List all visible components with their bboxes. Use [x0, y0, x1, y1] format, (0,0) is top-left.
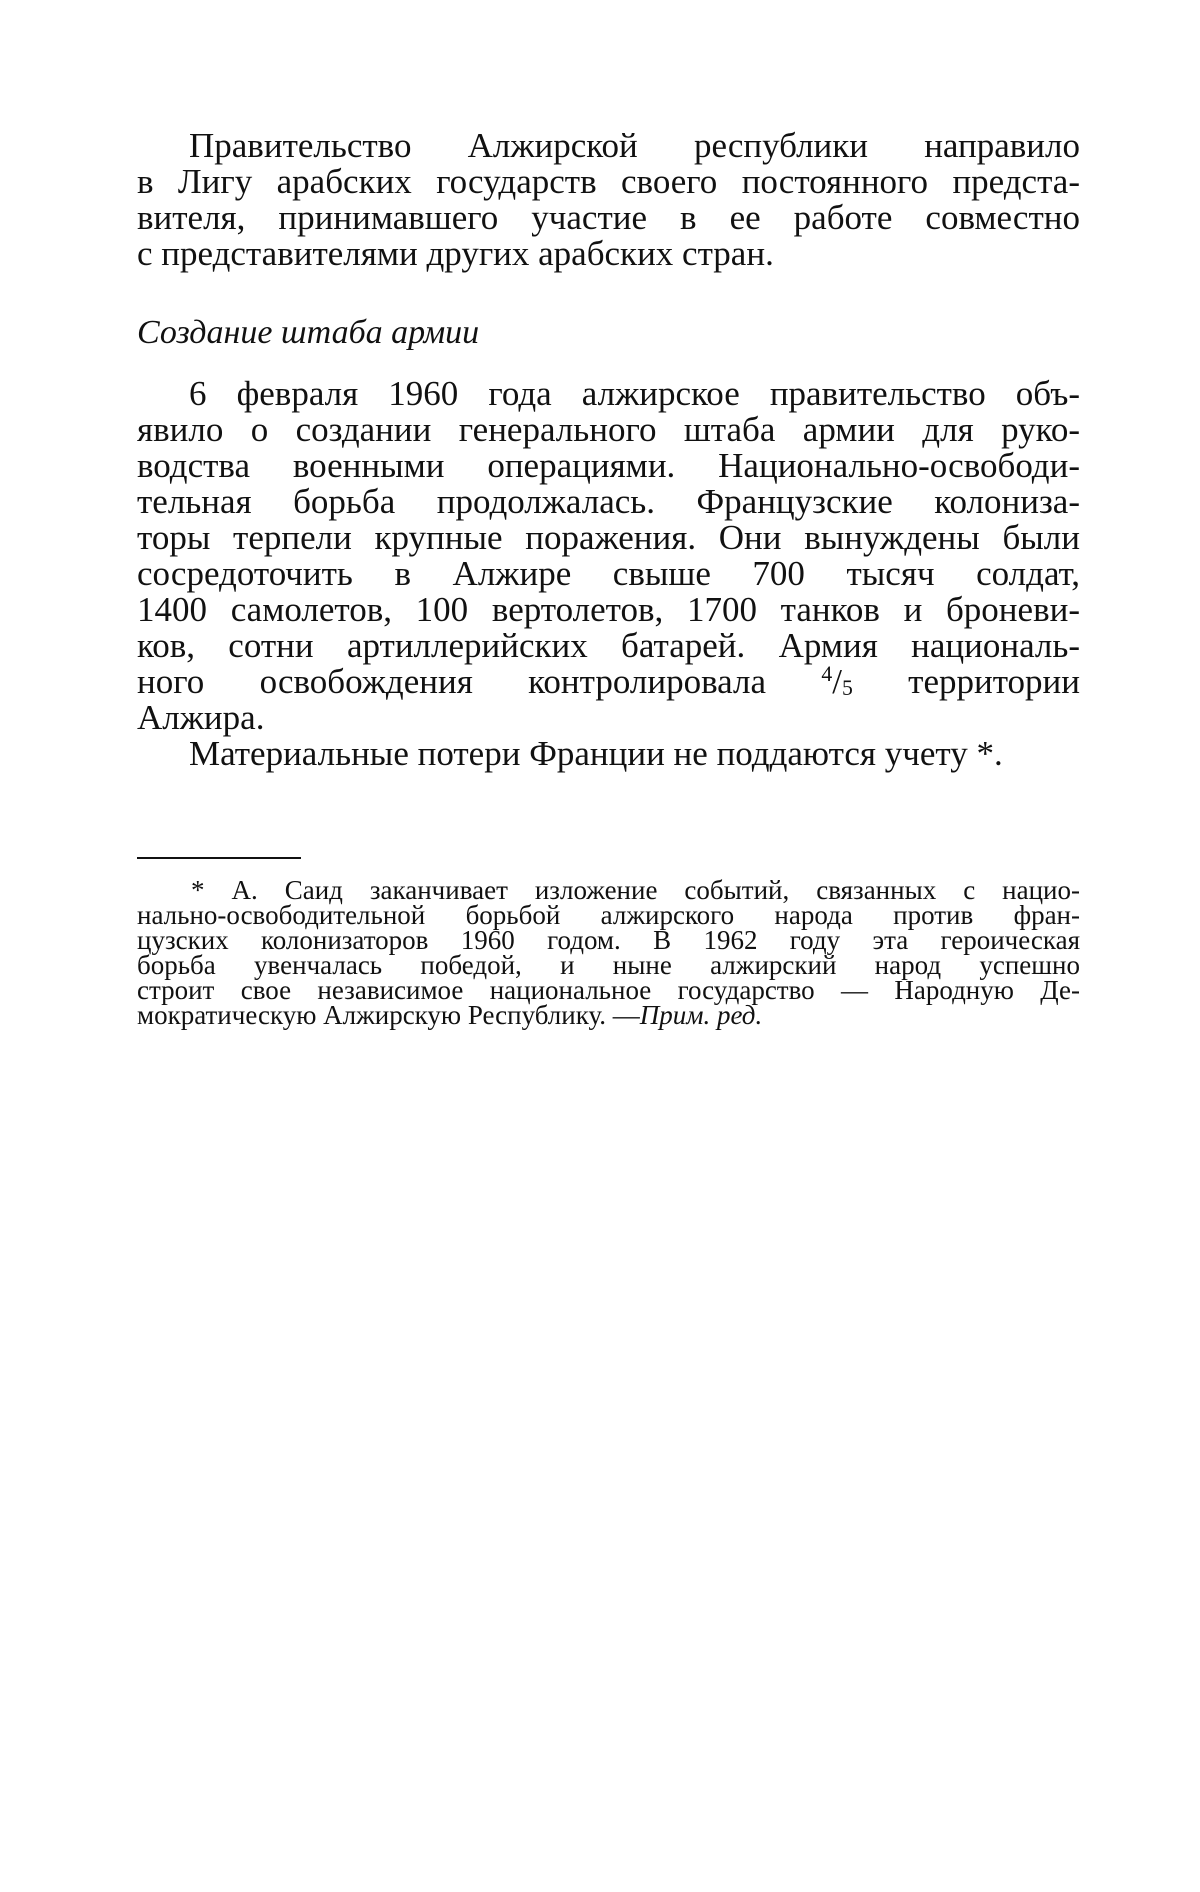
fraction-denominator: 5	[841, 676, 853, 701]
text-line: 6 февраля 1960 года алжирское правительство объ-	[189, 374, 1080, 413]
text-line-with-fraction	[137, 664, 1080, 700]
text-line: Правительство Алжирской республики направило	[189, 126, 1080, 165]
footnote-line: цузских колонизаторов 1960 годом. В 1962 году эта героическая	[137, 925, 1080, 955]
text-line: тельная борьба продолжалась. Французские колониза-	[137, 482, 1080, 521]
footnote-line: * А. Саид заканчивает изложение событий, связанных с нацио-	[191, 875, 1080, 905]
text-segment: ного освобождения контролировала	[137, 662, 766, 701]
text-line: вителя, принимавшего участие в ее работе совместно	[137, 198, 1080, 237]
footnote	[137, 875, 1080, 1030]
text-line: 1400 самолетов, 100 вертолетов, 1700 танков и броневи-	[137, 590, 1080, 629]
footnote-text: мократическую Алжирскую Республику. —	[137, 1000, 640, 1030]
text-line: торы терпели крупные поражения. Они вынуждены были	[137, 518, 1080, 557]
fraction-numerator: 4	[821, 662, 833, 687]
footnote-line	[137, 1000, 1080, 1030]
footnote-line: нально-освободительной борьбой алжирского народа против фран-	[137, 900, 1080, 930]
paragraph-government-league	[137, 128, 1080, 272]
footnote-line: строит свое независимое национальное государство — Народную Де-	[137, 975, 1080, 1005]
section-heading: Создание штаба армии	[137, 314, 480, 351]
text-line: с представителями других арабских стран.	[137, 234, 774, 273]
footnote-line: борьба увенчалась победой, и ныне алжирский народ успешно	[137, 950, 1080, 980]
text-line: сосредоточить в Алжире свыше 700 тысяч солдат,	[137, 554, 1080, 593]
text-line: Алжира.	[137, 698, 265, 737]
text-line: ков, сотни артиллерийских батарей. Армия националь-	[137, 626, 1080, 665]
text-line: в Лигу арабских государств своего постоянного предста-	[137, 162, 1080, 201]
editor-note: Прим. ред.	[639, 1000, 763, 1030]
text-segment: территории	[908, 662, 1081, 701]
footnote-separator	[137, 857, 301, 859]
paragraph-army-headquarters	[137, 376, 1080, 772]
paragraph-material-losses: Материальные потери Франции не поддаются учету *.	[189, 734, 1003, 773]
text-line: водства военными операциями. Национально-освободи-	[137, 446, 1080, 485]
text-line: явило о создании генерального штаба армии для руко-	[137, 410, 1080, 449]
fraction: $^4/_5$	[821, 662, 853, 701]
